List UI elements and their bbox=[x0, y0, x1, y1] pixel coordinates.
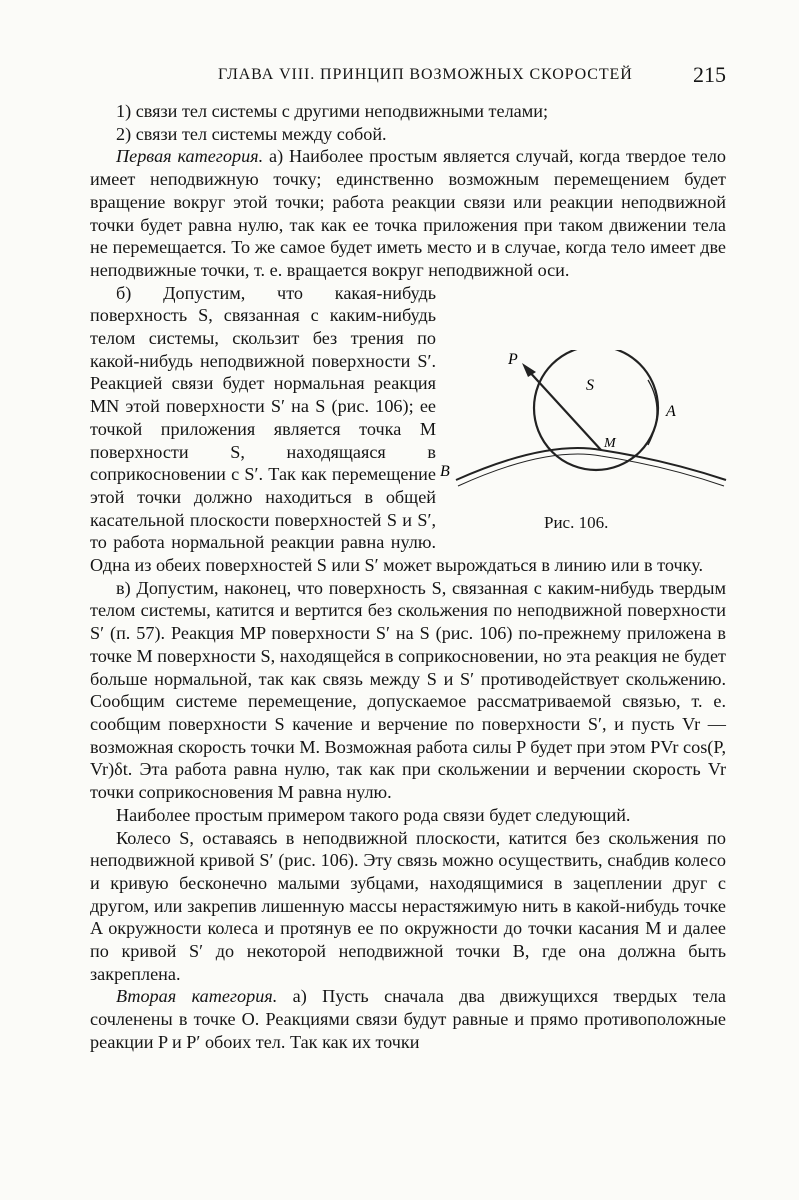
paragraph-category-2 bbox=[90, 985, 726, 1053]
page-header bbox=[90, 64, 726, 94]
figure-caption: Рис. 106. bbox=[544, 512, 609, 532]
wheel-s bbox=[534, 350, 658, 470]
category-2-text: а) Пусть сначала два движущихся твердых тела сочленены в точке O. Реакциями связи будут равные и прямо противоположные реакции P и P′ обоих тел. Так как их точки bbox=[90, 986, 726, 1052]
label-s: S bbox=[586, 376, 594, 394]
paragraph-example: Наиболее простым примером такого рода связи будет следующий. bbox=[116, 804, 631, 825]
list-item-1: 1) связи тел системы с другими неподвижными телами; bbox=[116, 101, 549, 121]
list-item-2: 2) связи тел системы между собой. bbox=[116, 123, 387, 144]
paragraph-b: б) Допустим, что какая-нибудь поверхность S, связанная с каким-нибудь телом системы, скользит без трения по какой-нибудь неподвижной поверхности S′. Реакцией связи будет нормальная реакция MN этой поверхности S′ на S (рис. 106); ее точкой приложения является точка M поверхности S, находящаяся в соприкосновении с S′. Так как перемещение этой точки должно находиться в общей касательной плоскости поверхностей S и S′, то работа нормальной реакции равна нулю. Одна из обеих поверхностей S или S′ может вырождаться в линию или в точку. bbox=[90, 282, 704, 576]
category-1-text: а) Наиболее простым является случай, когда твердое тело имеет неподвижную точку; единственно возможным перемещением будет вращение вокруг этой точки; работа реакции связи или реакции неподвижной точки будет равна нулю, так как ее точка приложения при таком движении тела не перемещается. То же самое будет иметь место и в случае, когда тело имеет две неподвижные точки, т. е. вращается вокруг неподвижной оси. bbox=[90, 146, 726, 280]
label-b: B bbox=[440, 462, 450, 480]
figure-106 bbox=[440, 350, 726, 540]
category-1-label: Первая категория. bbox=[116, 146, 264, 167]
label-a: A bbox=[666, 402, 676, 420]
category-2-label: Вторая категория. bbox=[116, 986, 278, 1007]
paragraph-wheel: Колесо S, оставаясь в неподвижной плоскости, катится без скольжения по неподвижной кривой S′ (рис. 106). Эту связь можно осуществить, снабдив колесо и кривую бесконечно малыми зубцами, находящимися в зацеплении друг с другом, или закрепив лишенную массы нерастяжимую нить в какой-нибудь точке A окружности колеса и протянув ее по окружности до точки касания M и далее по кривой S′ до некоторой неподвижной точки B, где она должна быть закреплена. bbox=[90, 827, 726, 984]
running-title: ГЛАВА VIII. ПРИНЦИП ВОЗМОЖНЫХ СКОРОСТЕЙ bbox=[218, 66, 633, 83]
body-text bbox=[90, 100, 726, 1054]
figure-drawing bbox=[436, 350, 736, 510]
label-m: M bbox=[604, 435, 616, 451]
paragraph-c: в) Допустим, наконец, что поверхность S, связанная с каким-нибудь твердым телом системы, катится и вертится без скольжения по неподвижной поверхности S′ (п. 57). Реакция MP поверхности S′ на S (рис. 106) по-прежнему приложена в точке M поверхности S, находящейся в соприкосновении, но эта реакция не будет больше нормальной, так как связь между S и S′ противодействует скольжению. Сообщим системе перемещение, допускаемое рассматриваемой связью, т. е. сообщим поверхности S качение и верчение по поверхности S′, и пусть Vr — возможная скорость точки M. Возможная работа силы P будет при этом PVr cos(P, Vr)δt. Эта работа равна нулю, так как при скольжении и верчении скорость Vr точки соприкосновения M равна нулю. bbox=[90, 577, 726, 803]
force-arrowhead bbox=[522, 363, 536, 377]
paragraph-b-with-figure bbox=[90, 282, 726, 577]
page-number: 215 bbox=[693, 62, 726, 87]
paragraph-category-1 bbox=[90, 145, 726, 281]
curve-s-prime bbox=[456, 448, 726, 480]
label-p: P bbox=[508, 350, 518, 368]
